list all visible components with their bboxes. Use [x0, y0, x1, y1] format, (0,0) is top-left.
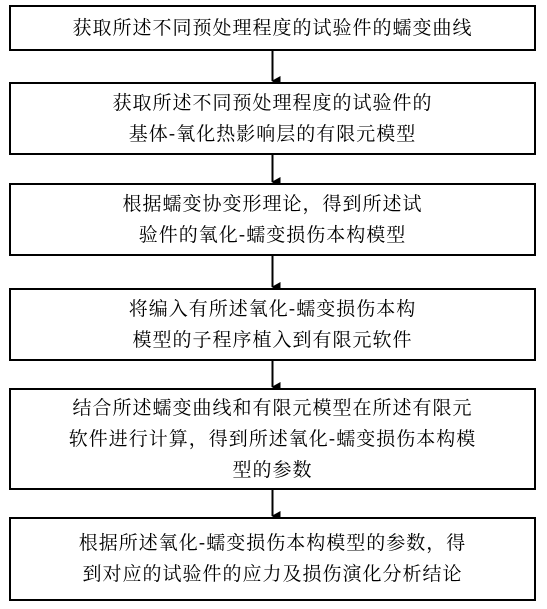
step-4-box	[9, 288, 536, 361]
step-3-line-2: 验件的氧化-蠕变损伤本构模型	[138, 223, 407, 246]
step-1-box	[9, 5, 536, 51]
step-5-line-3: 型的参数	[232, 458, 313, 481]
step-3-line-1: 根据蠕变协变形理论，得到所述试	[122, 192, 423, 215]
step-4-line-2: 模型的子程序植入到有限元软件	[132, 328, 413, 351]
step-1-line-1: 获取所述不同预处理程度的试验件的蠕变曲线	[72, 16, 473, 39]
step-3-box	[9, 183, 536, 256]
step-5-line-2: 软件进行计算，得到所述氧化-蠕变损伤本构模	[68, 427, 477, 450]
step-2-line-2: 基体-氧化热影响层的有限元模型	[128, 122, 417, 145]
step-2-box	[9, 82, 536, 155]
step-5-line-1: 结合所述蠕变曲线和有限元模型在所述有限元	[72, 396, 473, 419]
step-6-line-1: 根据所述氧化-蠕变损伤本构模型的参数，得	[78, 532, 467, 554]
step-4-line-1: 将编入有所述氧化-蠕变损伤本构	[128, 297, 417, 320]
step-5-box	[9, 388, 536, 490]
step-6-line-2: 到对应的试验件的应力及损伤演化分析结论	[82, 563, 463, 585]
step-6-box	[9, 517, 536, 601]
step-2-line-1: 获取所述不同预处理程度的试验件的	[112, 91, 433, 114]
